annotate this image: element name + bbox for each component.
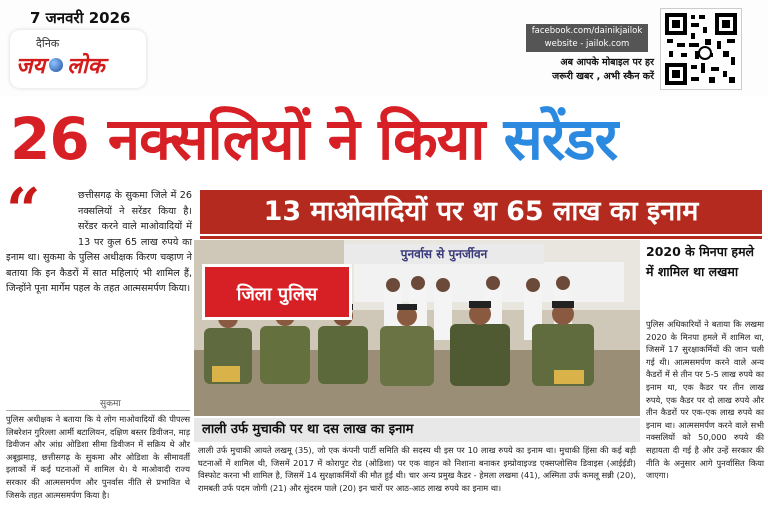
logo-small-text: दैनिक	[36, 37, 60, 50]
website-link[interactable]: website - jailok.com	[544, 39, 630, 49]
sub-headline: 13 माओवादियों पर था 65 लाख का इनाम	[200, 190, 762, 234]
main-headline	[10, 104, 760, 174]
scan-prompt-line1: अब आपके मोबाइल पर हर	[560, 57, 654, 68]
left-intro-text: छत्तीसगढ़ के सुकमा जिले में 26 नक्सलियों ने सरेंडर किया है। सरेंडर करने वाले माओवादियों में 13 पर कुल 65 लाख रुपये का इनाम था। सुकमा के पुलिस अधीक्षक किरण चव्हाण ने बताया कि इन कैडरों में सात महिलाएं भी शामिल हैं, जिन्होंने पूना मार्गेम पहल के तहत आत्मसमर्पण किया।	[6, 190, 192, 294]
logo-word-left: जय	[16, 54, 46, 79]
divider	[200, 236, 762, 239]
left-bottom-article: पुलिस अधीक्षक ने बताया कि ये लोग माओवादियों की पीपल्स लिबरेशन गुरिल्ला आर्मी बटालियन, दक्षिण बस्तर डिवीजन, माड़ डिवीजन और आंध्र ओडिशा सीमा डिवीजन में सक्रिय थे और अबूझमाड़, छत्तीसगढ़ के सुकमा और ओडिशा के सीमावर्ती इलाकों में कई घटनाओं में शामिल थे। ये माओवादी राज्य सरकार की आत्मसमर्पण और पुनर्वास नीति से प्रभावित थे जिसके तहत आत्मसमर्पण किया है।	[6, 410, 190, 501]
newspaper-logo[interactable]	[10, 30, 146, 88]
headline-blue-part: सरेंडर	[503, 105, 618, 173]
headline-red-part: 26 नक्सलियों ने किया	[10, 105, 485, 173]
scan-prompt	[510, 56, 654, 84]
social-links[interactable]	[526, 24, 648, 52]
logo-word-right: लोक	[67, 54, 105, 79]
surrender-photo	[194, 240, 640, 416]
logo-main-text	[16, 50, 105, 80]
quote-icon: “	[6, 176, 41, 246]
scan-prompt-line2: जरूरी खबर , अभी स्कैन करें	[552, 71, 654, 82]
police-banner: जिला पुलिस	[202, 264, 352, 320]
rehab-banner: पुनर्वास से पुनर्जीवन	[344, 244, 544, 264]
right-article-heading: 2020 के मिनपा हमले में शामिल था लखमा	[646, 244, 755, 279]
caption-article: लाली उर्फ मुचाकी आयते लखमू (35), जो एक कंपनी पार्टी समिति की सदस्य थी इस पर 10 लाख रुपये का इनाम था। मुचाकी हिंसा की कई बड़ी घटनाओं में शामिल थी, जिसमें 2017 में कोरापुट रोड (ओडिशा) पर एक वाहन को निशाना बनाकर इम्प्रोवाइज्ड एक्सप्लोसिव डिवाइस (आईईडी) विस्फोट करना भी शामिल है, जिसमें 14 सुरक्षाकर्मियों की मौत हुई थी। चार अन्य प्रमुख कैडर - हेमला लखमा (41), अस्मिता उर्फ कमलू सन्नी (20), रामबती उर्फ पदम जोगी (21) और सुंदरम पाले (20) इन चारों पर आठ-आठ लाख रुपये का इनाम था।	[198, 445, 636, 493]
facebook-link[interactable]: facebook.com/dainikjailok	[531, 26, 643, 36]
caption-heading: लाली उर्फ मुचाकी पर था दस लाख का इनाम	[194, 418, 640, 442]
qr-code-icon[interactable]	[660, 8, 742, 90]
right-article-body: पुलिस अधिकारियों ने बताया कि लखमा 2020 के मिनपा हमले में शामिल था, जिसमें 17 सुरक्षाकर्मियों की जान चली गई थी। आत्मसमर्पण करने वाले अन्य कैडरों में से तीन पर 5-5 लाख रुपये का इनाम था, एक कैडर पर तीन लाख रुपये, एक कैडर पर दो लाख रुपये और तीन कैडरों पर एक-एक लाख रुपये का इनाम था। आत्मसमर्पण करने वाले सभी नक्सलियों को 50,000 रुपये की सहायता दी गई है और उन्हें सरकार की नीति के अनुसार आगे पुनर्वासित किया जाएगा।	[646, 319, 764, 481]
masthead	[0, 0, 768, 96]
dateline-place: सुकमा	[100, 399, 121, 409]
issue-date: 7 जनवरी 2026	[30, 9, 131, 27]
globe-icon	[49, 58, 63, 72]
